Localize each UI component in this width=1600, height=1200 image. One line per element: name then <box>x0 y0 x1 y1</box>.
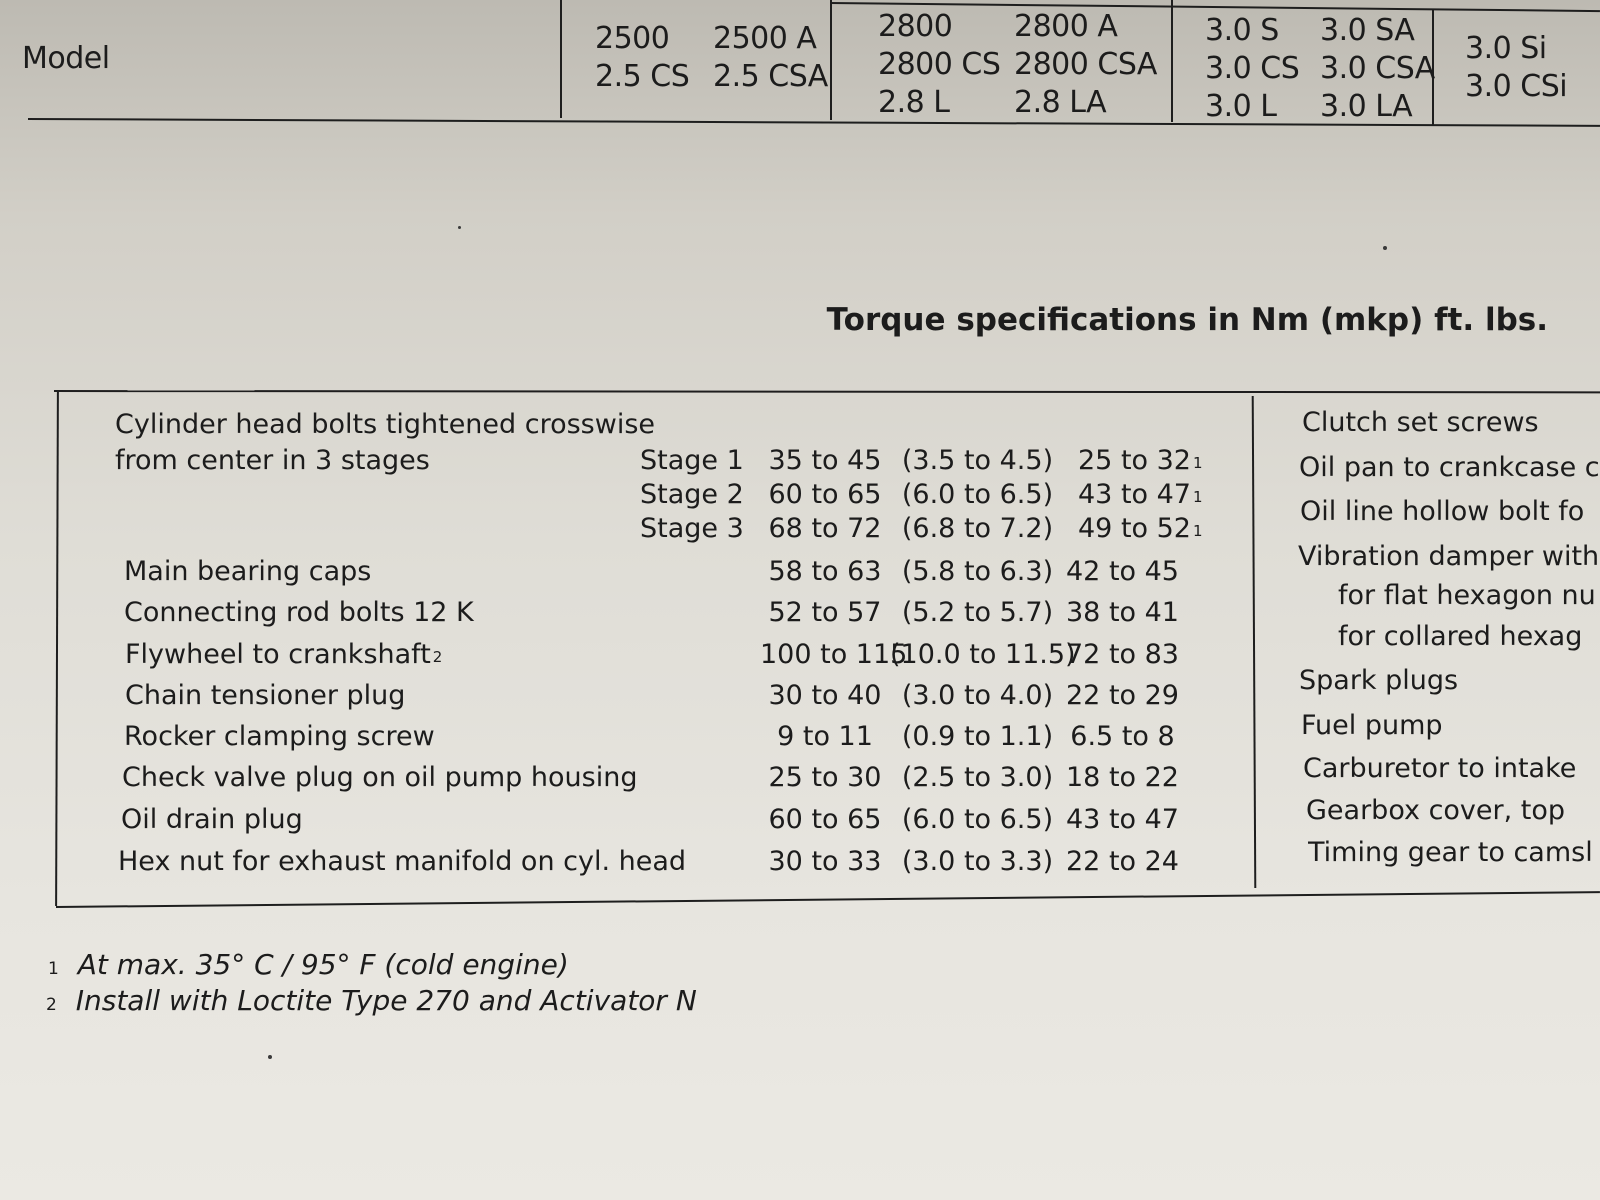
footnote-2 <box>46 984 697 1017</box>
torque-row-ftlbs: 18 to 22 <box>1066 762 1179 793</box>
right-table-item: for flat hexagon nu <box>1338 580 1596 611</box>
footnote-ref: 1 <box>1192 522 1203 540</box>
footnote-ref: 1 <box>1192 488 1203 506</box>
torque-row-ftlbs: 43 to 47 <box>1066 804 1179 835</box>
paper-speck <box>268 1055 272 1059</box>
torque-row-ftlbs: 22 to 29 <box>1066 680 1179 711</box>
model-group-3-col-1: 3.0 S 3.0 CS 3.0 L <box>1205 13 1300 124</box>
torque-row-mkp: (3.0 to 3.3) <box>901 846 1054 877</box>
model-group-2-col-1: 2800 2800 CS 2.8 L <box>878 9 1001 120</box>
torque-row-mkp: (3.0 to 4.0) <box>901 680 1054 711</box>
right-table-item: Oil pan to crankcase c <box>1299 452 1600 483</box>
header-divider <box>830 0 832 120</box>
torque-row-nm: 52 to 57 <box>768 597 882 628</box>
model-group-4-col-1: 3.0 Si 3.0 CSi <box>1465 31 1568 104</box>
paper-speck <box>1383 246 1387 250</box>
stage-nm: 60 to 65 <box>768 479 882 510</box>
table-top-rule <box>54 390 1600 393</box>
right-table-item: Vibration damper with <box>1298 541 1600 572</box>
header-divider <box>1171 0 1173 122</box>
stage-label: Stage 2 <box>640 479 744 510</box>
torque-row-label: Oil drain plug <box>121 804 303 835</box>
torque-row-mkp: (2.5 to 3.0) <box>901 762 1054 793</box>
footnote-text: Install with Loctite Type 270 and Activator N <box>75 984 697 1017</box>
torque-row-nm: 30 to 40 <box>768 680 882 711</box>
torque-row-label: Flywheel to crankshaft $^2$ <box>125 639 443 670</box>
right-table-item: Oil line hollow bolt fo <box>1300 496 1585 527</box>
stage-nm: 68 to 72 <box>768 513 882 544</box>
footnote-1 <box>48 948 569 981</box>
footnote-mark: 1 <box>48 959 59 979</box>
torque-row-mkp: (0.9 to 1.1) <box>901 721 1054 752</box>
torque-row-label: Main bearing caps <box>124 556 372 587</box>
cyl-head-title-line-1: Cylinder head bolts tightened crosswise <box>115 409 656 440</box>
footnote-text: At max. 35° C / 95° F (cold engine) <box>77 948 569 981</box>
right-table-item: Fuel pump <box>1301 710 1443 741</box>
torque-row-label: Hex nut for exhaust manifold on cyl. head <box>118 846 687 877</box>
right-table-item: Gearbox cover, top <box>1306 795 1566 826</box>
torque-row-label: Connecting rod bolts 12 K <box>124 597 474 628</box>
right-table-item: Timing gear to camsl <box>1308 837 1593 868</box>
torque-row-mkp: (5.2 to 5.7) <box>901 597 1054 628</box>
table-left-rule <box>55 392 59 906</box>
paper-speck <box>458 226 461 229</box>
torque-row-mkp: (10.0 to 11.5) <box>890 639 1076 670</box>
torque-row-ftlbs: 72 to 83 <box>1066 639 1179 670</box>
stage-ftlbs: 49 to 52 $^1$ <box>1078 513 1203 544</box>
right-table-item: Clutch set screws <box>1302 407 1539 438</box>
model-label: Model <box>22 41 110 76</box>
stage-mkp: (3.5 to 4.5) <box>901 445 1054 476</box>
stage-mkp: (6.0 to 6.5) <box>901 479 1054 510</box>
torque-row-nm: 58 to 63 <box>768 556 882 587</box>
stage-ftlbs: 43 to 47 $^1$ <box>1078 479 1203 510</box>
torque-row-nm: 100 to 115 <box>760 639 908 670</box>
torque-row-nm: 30 to 33 <box>768 846 882 877</box>
section-title: Torque specifications in Nm (mkp) ft. lbs. <box>826 302 1548 338</box>
footnote-mark: 2 <box>46 995 57 1015</box>
right-table-item: Carburetor to intake <box>1303 753 1577 784</box>
right-table-item: Spark plugs <box>1299 665 1459 696</box>
torque-row-label: Rocker clamping screw <box>124 721 435 752</box>
right-table-item: for collared hexag <box>1338 621 1583 652</box>
footnote-ref: 2 <box>432 648 443 666</box>
cyl-head-title-line-2: from center in 3 stages <box>115 445 430 476</box>
torque-row-label: Chain tensioner plug <box>125 680 406 711</box>
stage-mkp: (6.8 to 7.2) <box>901 513 1054 544</box>
torque-row-ftlbs: 22 to 24 <box>1066 846 1179 877</box>
torque-row-label: Check valve plug on oil pump housing <box>122 762 638 793</box>
stage-label: Stage 1 <box>640 445 744 476</box>
torque-row-mkp: (6.0 to 6.5) <box>901 804 1054 835</box>
model-group-2-col-2: 2800 A 2800 CSA 2.8 LA <box>1014 9 1157 120</box>
torque-row-nm: 60 to 65 <box>768 804 882 835</box>
torque-row-mkp: (5.8 to 6.3) <box>901 556 1054 587</box>
torque-row-nm: 9 to 11 <box>777 721 873 752</box>
stage-label: Stage 3 <box>640 513 744 544</box>
stage-ftlbs: 25 to 32 $^1$ <box>1078 445 1203 476</box>
model-group-1-col-1: 2500 2.5 CS <box>595 21 690 94</box>
torque-row-ftlbs: 38 to 41 <box>1066 597 1179 628</box>
torque-row-nm: 25 to 30 <box>768 762 882 793</box>
model-group-1-col-2: 2500 A 2.5 CSA <box>713 21 828 94</box>
table-bottom-rule <box>56 891 1600 908</box>
torque-row-ftlbs: 42 to 45 <box>1066 556 1179 587</box>
header-divider <box>560 0 562 118</box>
stage-nm: 35 to 45 <box>768 445 882 476</box>
torque-row-ftlbs: 6.5 to 8 <box>1070 721 1175 752</box>
table-middle-rule <box>1252 396 1257 888</box>
model-group-3-col-2: 3.0 SA 3.0 CSA 3.0 LA <box>1320 13 1435 124</box>
footnote-ref: 1 <box>1192 454 1203 472</box>
